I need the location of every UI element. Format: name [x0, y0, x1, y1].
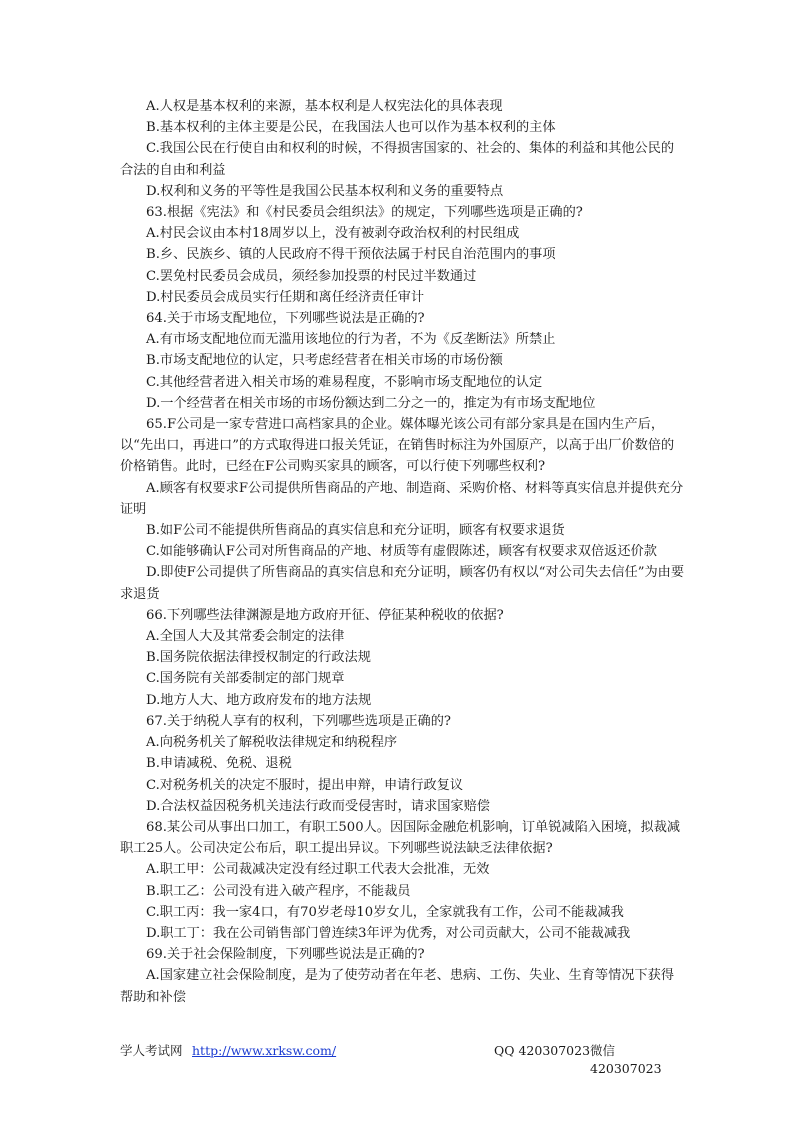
- option-line: B.职工乙：公司没有进入破产程序，不能裁员: [146, 883, 411, 899]
- option-line: D.一个经营者在相关市场的市场份额达到二分之一的，推定为有市场支配地位: [146, 395, 596, 411]
- footer-website-link[interactable]: http://www.xrksw.com/: [192, 1043, 337, 1058]
- option-line: D.权利和义务的平等性是我国公民基本权利和义务的重要特点: [146, 183, 504, 199]
- option-line: D.村民委员会成员实行任期和离任经济责任审计: [146, 289, 425, 305]
- question-line: 67.关于纳税人享有的权利，下列哪些选项是正确的?: [146, 713, 451, 729]
- document-body: [120, 96, 685, 1008]
- page-footer: [120, 1042, 680, 1076]
- option-line: D.职工丁：我在公司销售部门曾连续3年评为优秀，对公司贡献大，公司不能裁减我: [146, 925, 631, 941]
- option-line: B.申请减税、免税、退税: [146, 756, 292, 772]
- option-line: C.我国公民在行使自由和权利的时候，不得损害国家的、社会的、集体的利益和其他公民的合法的自由和利益: [120, 141, 675, 178]
- question-line: 65.F公司是一家专营进口高档家具的企业。媒体曝光该公司有部分家具是在国内生产后，以“先出口，再进口”的方式取得进口报关凭证，在销售时标注为外国原产，以高于出厂价数倍的价格销售。此时，已经在F公司购买家具的顾客，可以行使下列哪些权利?: [120, 417, 675, 475]
- option-line: A.顾客有权要求F公司提供所售商品的产地、制造商、采购价格、材料等真实信息并提供充分证明: [120, 480, 684, 517]
- option-line: D.即使F公司提供了所售商品的真实信息和充分证明，顾客仍有权以“对公司失去信任”为由要求退货: [120, 565, 685, 602]
- footer-site-name: 学人考试网: [120, 1043, 183, 1058]
- option-line: B.基本权利的主体主要是公民，在我国法人也可以作为基本权利的主体: [146, 120, 556, 136]
- footer-wechat-contact: 微信 420307023: [590, 1043, 662, 1076]
- option-line: C.罢免村民委员会成员，须经参加投票的村民过半数通过: [146, 268, 477, 284]
- footer-qq-contact: QQ 420307023: [494, 1043, 591, 1058]
- option-line: A.全国人大及其常委会制定的法律: [146, 629, 345, 645]
- option-line: C.职工丙：我一家4口，有70岁老母10岁女儿，全家就我有工作，公司不能裁减我: [146, 904, 624, 920]
- option-line: C.如能够确认F公司对所售商品的产地、材质等有虚假陈述，顾客有权要求双倍返还价款: [146, 544, 657, 560]
- option-line: C.其他经营者进入相关市场的难易程度，不影响市场支配地位的认定: [146, 374, 543, 390]
- option-line: A.有市场支配地位而无滥用该地位的行为者，不为《反垄断法》所禁止: [146, 332, 556, 348]
- question-line: 66.下列哪些法律渊源是地方政府开征、停征某种税收的依据?: [146, 607, 504, 623]
- option-line: B.市场支配地位的认定，只考虑经营者在相关市场的市场份额: [146, 353, 503, 369]
- option-line: A.职工甲：公司裁减决定没有经过职工代表大会批准，无效: [146, 862, 490, 878]
- option-line: D.合法权益因税务机关违法行政而受侵害时，请求国家赔偿: [146, 798, 490, 814]
- question-line: 64.关于市场支配地位，下列哪些说法是正确的?: [146, 311, 425, 327]
- option-line: D.地方人大、地方政府发布的地方法规: [146, 692, 372, 708]
- option-line: B.国务院依据法律授权制定的行政法规: [146, 650, 371, 666]
- question-line: 69.关于社会保险制度，下列哪些说法是正确的?: [146, 947, 425, 963]
- option-line: C.国务院有关部委制定的部门规章: [146, 671, 345, 687]
- option-line: A.向税务机关了解税收法律规定和纳税程序: [146, 735, 398, 751]
- question-line: 63.根据《宪法》和《村民委员会组织法》的规定，下列哪些选项是正确的?: [146, 205, 583, 221]
- option-line: A.村民会议由本村18周岁以上，没有被剥夺政治权利的村民组成: [146, 226, 520, 242]
- option-line: A.国家建立社会保险制度，是为了使劳动者在年老、患病、工伤、失业、生育等情况下获得帮助和补偿: [120, 968, 675, 1005]
- option-line: B.乡、民族乡、镇的人民政府不得干预依法属于村民自治范围内的事项: [146, 247, 556, 263]
- option-line: A.人权是基本权利的来源，基本权利是人权宪法化的具体表现: [146, 99, 503, 114]
- option-line: B.如F公司不能提供所售商品的真实信息和充分证明，顾客有权要求退货: [146, 523, 565, 539]
- question-line: 68.某公司从事出口加工，有职工500人。因国际金融危机影响，订单锐减陷入困境，拟裁减职工25人。公司决定公布后，职工提出异议。下列哪些说法缺乏法律依据?: [120, 819, 681, 857]
- option-line: C.对税务机关的决定不服时，提出申辩，申请行政复议: [146, 777, 464, 793]
